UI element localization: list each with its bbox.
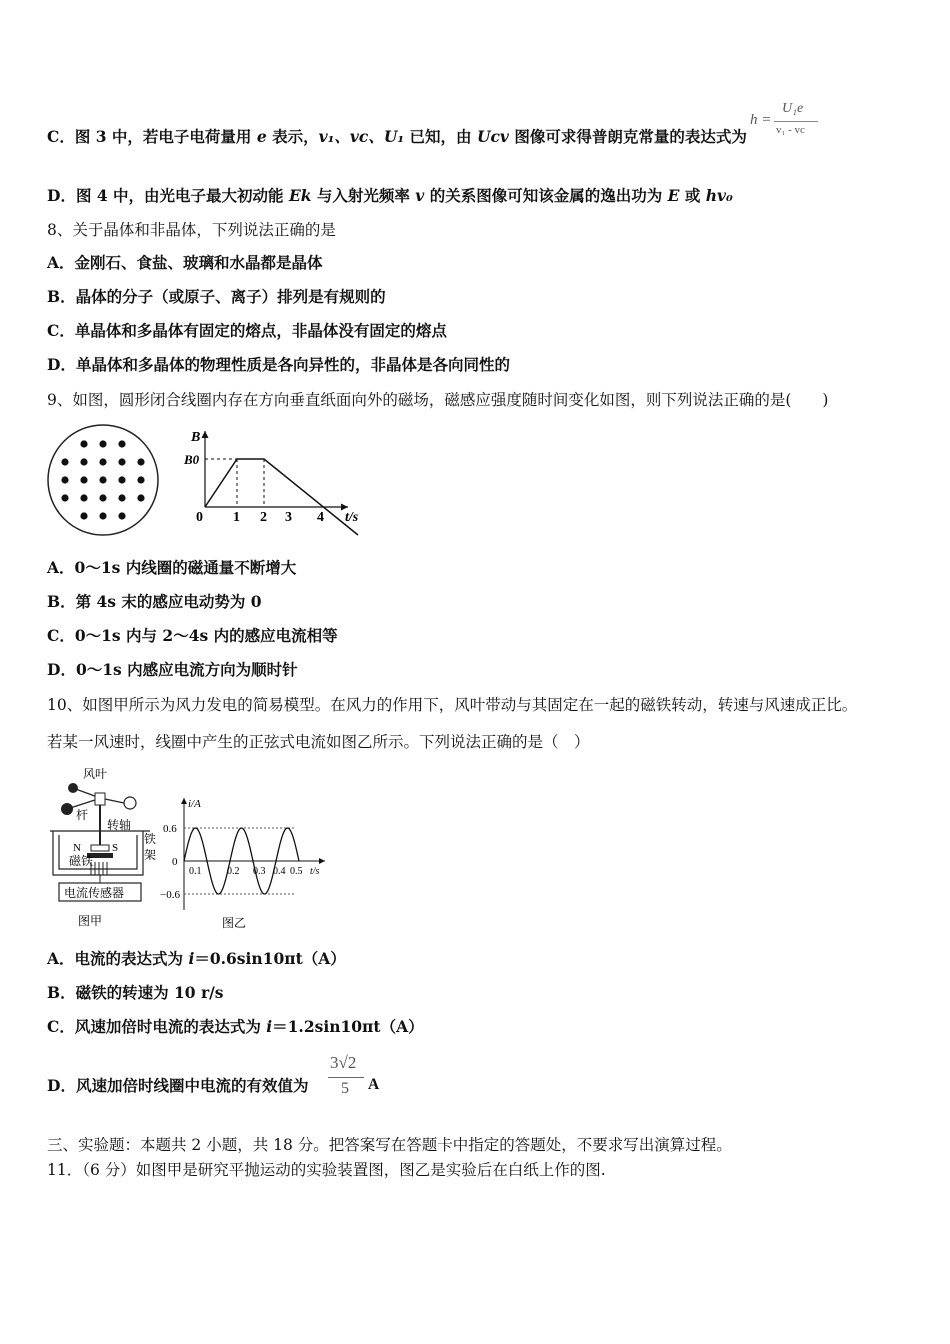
i-axis-label: i/A	[188, 798, 201, 810]
wind-generator-figure	[45, 765, 175, 935]
q9-stem: 9、如图，圆形闭合线圈内存在方向垂直纸面向外的磁场，磁感应强度随时间变化如图，则下列说法正确的是( )	[47, 391, 829, 409]
label-gan: 杆	[76, 808, 89, 822]
q9-option-c: C．0～1s 内与 2～4s 内的感应电流相等	[47, 626, 338, 645]
q10-option-a: A．电流的表达式为 i＝0.6sin10πt（A）	[47, 949, 346, 968]
origin-label-b: 0	[172, 856, 178, 868]
field-dot	[137, 476, 144, 483]
field-dot	[99, 440, 106, 447]
tick-2: 2	[260, 510, 267, 525]
ymax-label: 0.6	[163, 823, 177, 835]
caption-yi: 图乙	[222, 916, 247, 930]
field-dot	[99, 476, 106, 483]
label-fengye: 风叶	[83, 767, 108, 781]
q10-option-d: D．风速加倍时线圈中电流的有效值为	[47, 1076, 309, 1095]
xtick-4: 0.5	[290, 866, 303, 877]
label-s: S	[112, 842, 119, 854]
tick-4: 4	[317, 510, 324, 525]
field-dot	[80, 440, 87, 447]
field-dot	[99, 512, 106, 519]
field-dot	[118, 458, 125, 465]
q8-stem: 8、关于晶体和非晶体，下列说法正确的是	[47, 221, 336, 239]
origin-label: 0	[196, 510, 203, 525]
q9-option-a: A．0～1s 内线圈的磁通量不断增大	[47, 558, 297, 577]
label-citie: 磁铁	[69, 854, 94, 868]
field-dot	[80, 476, 87, 483]
q10-stem-1: 10、如图甲所示为风力发电的简易模型。在风力的作用下，风叶带动与其固定在一起的磁铁转动，转速与风速成正比。	[47, 696, 858, 714]
field-dot	[61, 494, 68, 501]
q11-stem: 11．（6 分）如图甲是研究平抛运动的实验装置图，图乙是实验后在白纸上作的图.	[47, 1161, 606, 1179]
q10-option-c: C．风速加倍时电流的表达式为 i＝1.2sin10πt（A）	[47, 1017, 424, 1036]
q8-option-b: B．晶体的分子（或原子、离子）排列是有规则的	[47, 287, 386, 306]
q10-stem-2: 若某一风速时，线圈中产生的正弦式电流如图乙所示。下列说法正确的是（ ）	[47, 733, 590, 751]
xtick-2: 0.3	[253, 866, 266, 877]
q7-option-c: C．图 3 中，若电子电荷量用 e 表示，v₁、vc、U₁ 已知，由 Ucv 图像可求得普朗克常量的表达式为	[47, 127, 747, 146]
tick-3: 3	[285, 510, 292, 525]
field-dot	[99, 494, 106, 501]
b0-label: B0	[184, 452, 200, 467]
label-tie: 铁	[144, 832, 157, 846]
b-axis-label: B	[191, 430, 201, 445]
label-n: N	[73, 842, 81, 854]
t-axis-label: t/s	[345, 510, 359, 525]
tick-1: 1	[233, 510, 240, 525]
field-dot	[80, 458, 87, 465]
field-dot	[61, 476, 68, 483]
ymin-label: −0.6	[160, 889, 180, 901]
field-dot	[80, 494, 87, 501]
field-dot	[137, 494, 144, 501]
q8-option-a: A．金刚石、食盐、玻璃和水晶都是晶体	[47, 253, 323, 272]
xtick-3: 0.4	[273, 866, 286, 877]
xtick-1: 0.2	[227, 866, 240, 877]
field-dot	[118, 512, 125, 519]
q7-option-d: D．图 4 中，由光电子最大初动能 Ek 与入射光频率 v 的关系图像可知该金属的逸出功为 E 或 hv₀	[47, 186, 733, 205]
current-graph	[160, 790, 335, 935]
label-zhuanzhou: 转轴	[107, 818, 132, 832]
label-jia: 架	[144, 848, 157, 862]
field-dot	[80, 512, 87, 519]
q8-option-c: C．单晶体和多晶体有固定的熔点，非晶体没有固定的熔点	[47, 321, 447, 340]
q9-option-b: B．第 4s 末的感应电动势为 0	[47, 592, 262, 611]
field-dot	[118, 494, 125, 501]
section3-heading: 三、实验题：本题共 2 小题，共 18 分。把答案写在答题卡中指定的答题处，不要求写出演算过程。	[47, 1136, 732, 1154]
field-dot	[118, 476, 125, 483]
q8-option-d: D．单晶体和多晶体的物理性质是各向异性的，非晶体是各向同性的	[47, 355, 510, 374]
caption-jia: 图甲	[78, 914, 103, 928]
field-dot	[99, 458, 106, 465]
field-dot	[61, 458, 68, 465]
label-sensor: 电流传感器	[64, 886, 125, 900]
q10-option-b: B．磁铁的转速为 10 r/s	[47, 983, 224, 1002]
b-t-graph	[180, 425, 370, 537]
field-dot	[137, 458, 144, 465]
q9-option-d: D．0～1s 内感应电流方向为顺时针	[47, 660, 298, 679]
field-dot	[118, 440, 125, 447]
coil-figure	[45, 422, 161, 538]
t-axis-label-b: t/s	[310, 866, 320, 877]
xtick-0: 0.1	[189, 866, 202, 877]
